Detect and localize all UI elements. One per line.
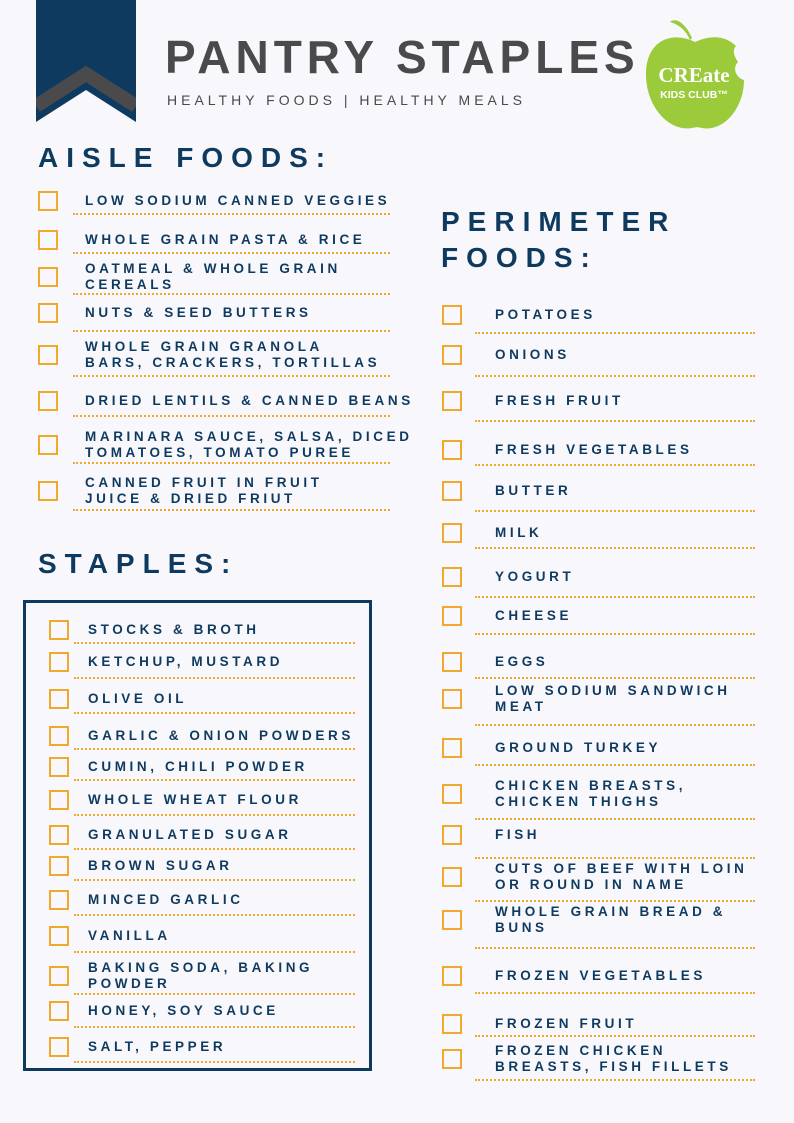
staples-item-label: GRANULATED SUGAR — [88, 827, 292, 842]
logo-text-create: CREate — [658, 63, 730, 87]
perimeter-item-dotted-line — [475, 633, 755, 635]
staples-item-checkbox[interactable] — [49, 856, 69, 876]
staples-item-dotted-line — [74, 814, 355, 816]
staples-item-dotted-line — [74, 748, 355, 750]
perimeter-item-checkbox[interactable] — [442, 523, 462, 543]
staples-item-dotted-line — [74, 1061, 355, 1063]
staples-item-dotted-line — [74, 914, 355, 916]
perimeter-item-checkbox[interactable] — [442, 391, 462, 411]
perimeter-item-dotted-line — [475, 1035, 755, 1037]
aisle-foods-heading: AISLE FOODS: — [38, 142, 334, 173]
perimeter-item-checkbox[interactable] — [442, 305, 462, 325]
staples-item-label: HONEY, SOY SAUCE — [88, 1003, 279, 1018]
perimeter-item-dotted-line — [475, 547, 755, 549]
perimeter-item-checkbox[interactable] — [442, 652, 462, 672]
staples-item-checkbox[interactable] — [49, 726, 69, 746]
perimeter-item-checkbox[interactable] — [442, 910, 462, 930]
perimeter-item-label: EGGS — [495, 654, 549, 669]
perimeter-item-label: FISH — [495, 827, 541, 842]
staples-item-label: CUMIN, CHILI POWDER — [88, 759, 308, 774]
staples-item-dotted-line — [74, 779, 355, 781]
staples-item-label: BROWN SUGAR — [88, 858, 233, 873]
perimeter-item-checkbox[interactable] — [442, 867, 462, 887]
perimeter-item-label: MILK — [495, 525, 543, 540]
staples-item-label: STOCKS & BROTH — [88, 622, 260, 637]
aisle-item-checkbox[interactable] — [38, 230, 58, 250]
perimeter-item-dotted-line — [475, 947, 755, 949]
perimeter-item-label: LOW SODIUM SANDWICH MEAT — [495, 683, 731, 714]
staples-item-checkbox[interactable] — [49, 966, 69, 986]
perimeter-item-checkbox[interactable] — [442, 1014, 462, 1034]
bookmark-ribbon-icon — [36, 0, 136, 122]
perimeter-item-dotted-line — [475, 1079, 755, 1081]
staples-item-label: OLIVE OIL — [88, 691, 188, 706]
aisle-item-checkbox[interactable] — [38, 391, 58, 411]
staples-item-label: VANILLA — [88, 928, 171, 943]
aisle-item-checkbox[interactable] — [38, 481, 58, 501]
perimeter-item-label: CHEESE — [495, 608, 573, 623]
perimeter-item-checkbox[interactable] — [442, 738, 462, 758]
aisle-item-label: NUTS & SEED BUTTERS — [85, 305, 312, 320]
aisle-item-label: DRIED LENTILS & CANNED BEANS — [85, 393, 414, 408]
staples-item-checkbox[interactable] — [49, 620, 69, 640]
staples-item-dotted-line — [74, 993, 355, 995]
aisle-item-dotted-line — [73, 330, 390, 332]
perimeter-item-label: CHICKEN BREASTS, CHICKEN THIGHS — [495, 778, 687, 809]
aisle-item-dotted-line — [73, 375, 390, 377]
staples-item-dotted-line — [74, 848, 355, 850]
staples-item-label: WHOLE WHEAT FLOUR — [88, 792, 302, 807]
perimeter-item-dotted-line — [475, 764, 755, 766]
staples-item-label: GARLIC & ONION POWDERS — [88, 728, 354, 743]
perimeter-item-checkbox[interactable] — [442, 567, 462, 587]
perimeter-item-label: WHOLE GRAIN BREAD & BUNS — [495, 904, 727, 935]
staples-item-dotted-line — [74, 677, 355, 679]
perimeter-item-dotted-line — [475, 992, 755, 994]
aisle-item-dotted-line — [73, 509, 390, 511]
perimeter-item-checkbox[interactable] — [442, 689, 462, 709]
staples-item-dotted-line — [74, 951, 355, 953]
aisle-item-dotted-line — [73, 213, 390, 215]
staples-item-label: MINCED GARLIC — [88, 892, 244, 907]
perimeter-item-label: GROUND TURKEY — [495, 740, 662, 755]
perimeter-item-label: BUTTER — [495, 483, 572, 498]
staples-item-dotted-line — [74, 712, 355, 714]
aisle-item-dotted-line — [73, 293, 390, 295]
aisle-item-checkbox[interactable] — [38, 435, 58, 455]
staples-item-checkbox[interactable] — [49, 926, 69, 946]
staples-item-checkbox[interactable] — [49, 790, 69, 810]
perimeter-item-label: CUTS OF BEEF WITH LOIN OR ROUND IN NAME — [495, 861, 748, 892]
staples-item-label: KETCHUP, MUSTARD — [88, 654, 284, 669]
staples-item-checkbox[interactable] — [49, 652, 69, 672]
aisle-item-checkbox[interactable] — [38, 191, 58, 211]
staples-item-checkbox[interactable] — [49, 890, 69, 910]
perimeter-item-checkbox[interactable] — [442, 1049, 462, 1069]
perimeter-item-dotted-line — [475, 818, 755, 820]
staples-heading: STAPLES: — [38, 548, 239, 579]
staples-item-label: SALT, PEPPER — [88, 1039, 227, 1054]
perimeter-item-dotted-line — [475, 420, 755, 422]
staples-item-checkbox[interactable] — [49, 1001, 69, 1021]
perimeter-item-checkbox[interactable] — [442, 825, 462, 845]
logo-text-kids-club: KIDS CLUB™ — [660, 89, 728, 101]
apple-logo-icon — [640, 12, 750, 134]
aisle-item-checkbox[interactable] — [38, 303, 58, 323]
staples-item-checkbox[interactable] — [49, 757, 69, 777]
staples-item-dotted-line — [74, 879, 355, 881]
perimeter-item-label: FRESH VEGETABLES — [495, 442, 693, 457]
perimeter-foods-heading: PERIMETER FOODS: — [441, 206, 677, 273]
perimeter-item-dotted-line — [475, 510, 755, 512]
perimeter-item-checkbox[interactable] — [442, 606, 462, 626]
perimeter-item-label: FROZEN FRUIT — [495, 1016, 638, 1031]
perimeter-item-checkbox[interactable] — [442, 966, 462, 986]
aisle-item-label: WHOLE GRAIN PASTA & RICE — [85, 232, 366, 247]
perimeter-item-label: ONIONS — [495, 347, 570, 362]
aisle-item-checkbox[interactable] — [38, 345, 58, 365]
aisle-item-dotted-line — [73, 252, 390, 254]
perimeter-item-label: FROZEN CHICKEN BREASTS, FISH FILLETS — [495, 1043, 732, 1074]
page-subtitle: HEALTHY FOODS | HEALTHY MEALS — [167, 92, 526, 108]
perimeter-item-dotted-line — [475, 375, 755, 377]
perimeter-item-dotted-line — [475, 857, 755, 859]
perimeter-item-label: FROZEN VEGETABLES — [495, 968, 706, 983]
perimeter-item-label: POTATOES — [495, 307, 596, 322]
perimeter-item-label: YOGURT — [495, 569, 575, 584]
perimeter-item-dotted-line — [475, 724, 755, 726]
aisle-item-label: MARINARA SAUCE, SALSA, DICED TOMATOES, TOMATO PUREE — [85, 429, 413, 460]
aisle-item-checkbox[interactable] — [38, 267, 58, 287]
aisle-item-label: WHOLE GRAIN GRANOLA BARS, CRACKERS, TORTILLAS — [85, 339, 381, 370]
aisle-item-label: OATMEAL & WHOLE GRAIN CEREALS — [85, 261, 341, 292]
staples-item-checkbox[interactable] — [49, 1037, 69, 1057]
aisle-item-dotted-line — [73, 415, 390, 417]
aisle-item-label: LOW SODIUM CANNED VEGGIES — [85, 193, 391, 208]
perimeter-item-dotted-line — [475, 677, 755, 679]
perimeter-item-checkbox[interactable] — [442, 784, 462, 804]
aisle-item-label: CANNED FRUIT IN FRUIT JUICE & DRIED FRIUT — [85, 475, 323, 506]
perimeter-item-dotted-line — [475, 900, 755, 902]
page-title: PANTRY STAPLES — [165, 31, 640, 83]
staples-item-label: BAKING SODA, BAKING POWDER — [88, 960, 314, 991]
perimeter-item-checkbox[interactable] — [442, 440, 462, 460]
perimeter-item-label: FRESH FRUIT — [495, 393, 624, 408]
staples-item-dotted-line — [74, 1026, 355, 1028]
perimeter-item-checkbox[interactable] — [442, 481, 462, 501]
perimeter-item-dotted-line — [475, 596, 755, 598]
perimeter-item-dotted-line — [475, 464, 755, 466]
aisle-item-dotted-line — [73, 462, 390, 464]
staples-item-checkbox[interactable] — [49, 689, 69, 709]
staples-item-dotted-line — [74, 642, 355, 644]
perimeter-item-checkbox[interactable] — [442, 345, 462, 365]
staples-item-checkbox[interactable] — [49, 825, 69, 845]
perimeter-item-dotted-line — [475, 332, 755, 334]
